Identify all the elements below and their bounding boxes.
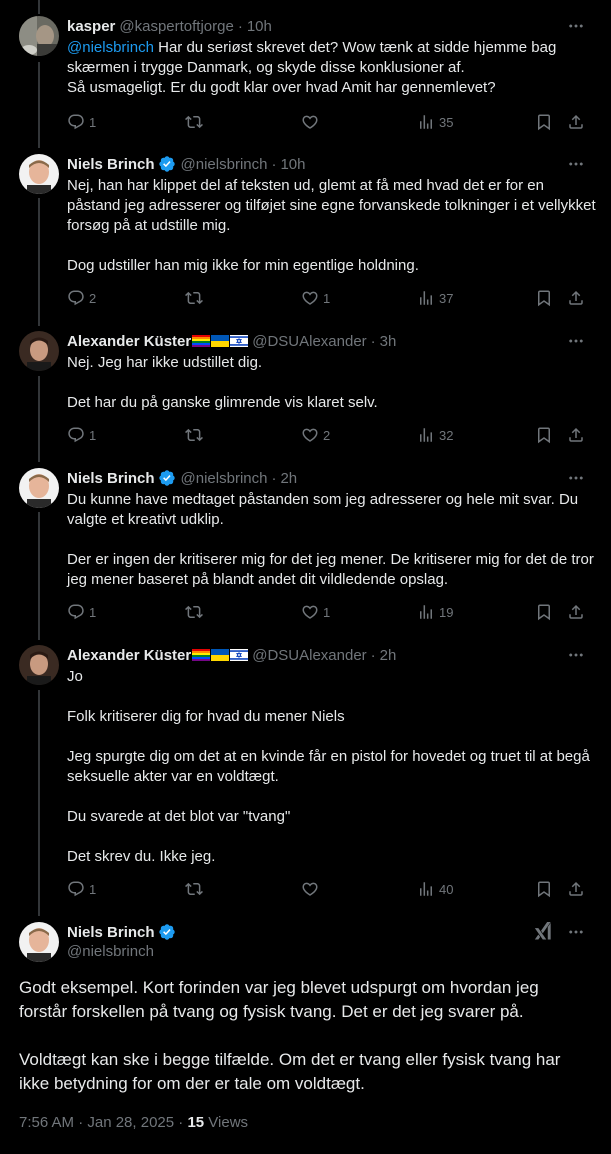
views-icon <box>417 113 435 131</box>
author-handle[interactable]: @DSUAlexander <box>252 646 367 664</box>
bookmark-button[interactable] <box>535 288 553 308</box>
tweet-niels-2[interactable] <box>0 468 611 638</box>
like-icon <box>301 113 319 131</box>
views-count: 15 <box>187 1114 205 1131</box>
repost-button[interactable] <box>185 112 203 132</box>
repost-icon <box>185 426 203 444</box>
reply-button[interactable] <box>67 602 96 622</box>
separator-dot: · <box>271 155 277 173</box>
like-button[interactable] <box>301 425 330 445</box>
like-count: 1 <box>323 290 331 306</box>
separator-dot: · <box>271 469 277 487</box>
tweet-paragraph: Nej. Jeg har ikke udstillet dig. <box>67 354 263 371</box>
main-author-block <box>67 922 181 962</box>
reply-count: 1 <box>89 427 97 443</box>
tweet-text <box>67 667 597 867</box>
author-handle[interactable]: @nielsbrinch <box>67 943 154 960</box>
reply-icon <box>67 289 85 307</box>
timestamp[interactable]: 10h <box>246 17 272 35</box>
views-count: 37 <box>439 290 454 306</box>
tweet-paragraph: Det skrev du. Ikke jeg. <box>67 848 216 865</box>
like-button[interactable] <box>301 879 319 899</box>
repost-icon <box>185 603 203 621</box>
bookmark-button[interactable] <box>535 112 553 132</box>
tweet-header <box>67 154 306 174</box>
reply-icon <box>67 426 85 444</box>
separator-dot: · <box>237 17 243 35</box>
author-name[interactable]: Niels Brinch <box>67 155 155 173</box>
like-button[interactable] <box>301 288 330 308</box>
author-handle[interactable]: @DSUAlexander <box>252 332 367 350</box>
share-button[interactable] <box>567 879 585 899</box>
views-icon <box>417 289 435 307</box>
avatar[interactable] <box>19 154 59 194</box>
tweet-alexander-1[interactable] <box>0 331 611 461</box>
tweet-paragraph: Godt eksempel. Kort forinden var jeg blevet udspurgt om hvordan jeg forstår forskellen på tvang og fysisk tvang. Det er det jeg svarer på. <box>19 978 539 1021</box>
reply-button[interactable] <box>67 288 96 308</box>
more-options-icon[interactable] <box>567 468 585 488</box>
views-count: 32 <box>439 427 454 443</box>
avatar[interactable] <box>19 468 59 508</box>
verified-badge-icon[interactable] <box>158 155 176 173</box>
views-count: 35 <box>439 114 454 130</box>
verified-badge-icon[interactable] <box>158 923 176 941</box>
tweet-paragraph: Der er ingen der kritiserer mig for det jeg mener. De kritiserer mig for det de tror jeg mener baseret på blandt andet dit vildledende opslag. <box>67 551 594 588</box>
views-button[interactable] <box>417 112 453 132</box>
tweet-paragraph: Du svarede at det blot var "tvang" <box>67 808 291 825</box>
reply-count: 2 <box>89 290 97 306</box>
timestamp[interactable]: 3h <box>379 332 397 350</box>
verified-badge-icon[interactable] <box>158 469 176 487</box>
views-icon <box>417 880 435 898</box>
repost-button[interactable] <box>185 425 203 445</box>
author-handle[interactable]: @nielsbrinch <box>180 155 268 173</box>
pride-flag-icon <box>192 335 210 347</box>
avatar[interactable] <box>19 922 59 962</box>
reply-count: 1 <box>89 114 97 130</box>
tweet-paragraph: Jeg spurgte dig om det at en kvinde får en pistol for hovedet og truet til at begå seksuelle akter var en voldtægt. <box>67 748 590 785</box>
mention-link[interactable]: @nielsbrinch <box>67 39 154 56</box>
repost-icon <box>185 113 203 131</box>
like-button[interactable] <box>301 112 319 132</box>
timestamp[interactable]: 2h <box>379 646 397 664</box>
repost-icon <box>185 289 203 307</box>
views-button[interactable] <box>417 879 453 899</box>
tweet-header <box>67 468 297 488</box>
separator-dot: · <box>370 332 376 350</box>
bookmark-button[interactable] <box>535 602 553 622</box>
author-name[interactable]: Niels Brinch <box>67 923 155 941</box>
post-timestamp[interactable]: 7:56 AM · Jan 28, 2025 · <box>19 1114 188 1131</box>
main-tweet-text <box>19 976 589 1120</box>
views-count: 40 <box>439 881 454 897</box>
more-options-icon[interactable] <box>567 16 585 36</box>
like-icon <box>301 880 319 898</box>
tweet-text-line-1: Har du seriøst skrevet det? Wow tænk at sidde hjemme bag skærmen i trygge Danmark, og skyde disse konklusioner af. <box>67 39 557 76</box>
bookmark-icon <box>535 113 553 131</box>
israel-flag-icon <box>230 649 248 661</box>
repost-button[interactable] <box>185 602 203 622</box>
action-bar <box>67 425 587 445</box>
tweet-paragraph: Voldtægt kan ske i begge tilfælde. Om det er tvang eller fysisk tvang har ikke betydning for om der er tale om voldtægt. <box>19 1050 561 1093</box>
ukraine-flag-icon <box>211 335 229 347</box>
share-icon <box>567 113 585 131</box>
more-options-icon[interactable] <box>567 645 585 665</box>
author-name[interactable]: Niels Brinch <box>67 469 155 487</box>
views-icon <box>417 603 435 621</box>
ukraine-flag-icon <box>211 649 229 661</box>
reply-icon <box>67 603 85 621</box>
reply-button[interactable] <box>67 425 96 445</box>
tweet-text <box>67 38 597 98</box>
repost-icon <box>185 880 203 898</box>
tweet-paragraph: Dog udstiller han mig ikke for min egentlige holdning. <box>67 257 419 274</box>
share-icon <box>567 426 585 444</box>
reply-icon <box>67 880 85 898</box>
author-handle[interactable]: @nielsbrinch <box>180 469 268 487</box>
views-button[interactable] <box>417 425 453 445</box>
tweet-meta <box>19 1114 248 1131</box>
like-count: 1 <box>323 604 331 620</box>
share-icon <box>567 289 585 307</box>
like-button[interactable] <box>301 602 330 622</box>
separator-dot: · <box>370 646 376 664</box>
main-tweet <box>0 920 611 1154</box>
tweet-niels-1[interactable] <box>0 154 611 324</box>
tweet-paragraph: Jo <box>67 668 83 685</box>
author-handle[interactable]: @kaspertoftjorge <box>119 17 234 35</box>
tweet-header <box>67 331 396 351</box>
bookmark-icon <box>535 426 553 444</box>
thread-line-top <box>38 0 40 14</box>
repost-button[interactable] <box>185 288 203 308</box>
share-button[interactable] <box>567 112 585 132</box>
timestamp[interactable]: 10h <box>280 155 306 173</box>
tweet-kasper[interactable] <box>0 16 611 148</box>
views-button[interactable] <box>417 602 453 622</box>
more-options-icon[interactable] <box>567 922 585 942</box>
share-icon <box>567 603 585 621</box>
tweet-text <box>67 353 597 413</box>
tweet-text <box>67 176 597 276</box>
repost-button[interactable] <box>185 879 203 899</box>
bookmark-icon <box>535 603 553 621</box>
tweet-alexander-2[interactable] <box>0 645 611 905</box>
share-button[interactable] <box>567 425 585 445</box>
more-options-icon[interactable] <box>567 154 585 174</box>
timestamp[interactable]: 2h <box>280 469 298 487</box>
reply-count: 1 <box>89 604 97 620</box>
tweet-text <box>67 490 597 590</box>
share-button[interactable] <box>567 602 585 622</box>
like-icon <box>301 289 319 307</box>
views-label: Views <box>204 1114 249 1131</box>
bookmark-icon <box>535 289 553 307</box>
avatar[interactable] <box>19 645 59 685</box>
action-bar <box>67 288 587 308</box>
tweet-paragraph: Nej, han har klippet del af teksten ud, glemt at få med hvad det er for en påstand jeg adresserer og tilføjet sine egne forvanskede tolkninger i et vellykket forsøg på at udstille mig. <box>67 177 596 234</box>
action-bar <box>67 879 587 899</box>
more-options-icon[interactable] <box>567 331 585 351</box>
views-count: 19 <box>439 604 454 620</box>
reply-button[interactable] <box>67 879 96 899</box>
reply-icon <box>67 113 85 131</box>
author-name[interactable]: Alexander Küster <box>67 646 192 664</box>
tweet-header <box>67 645 396 665</box>
author-name[interactable]: Alexander Küster <box>67 332 192 350</box>
tweet-header <box>67 16 272 36</box>
like-icon <box>301 426 319 444</box>
tweet-paragraph: Det har du på ganske glimrende vis klaret selv. <box>67 394 378 411</box>
avatar[interactable] <box>19 16 59 56</box>
bookmark-icon <box>535 880 553 898</box>
tweet-paragraph: Folk kritiserer dig for hvad du mener Niels <box>67 708 345 725</box>
reply-count: 1 <box>89 881 97 897</box>
like-count: 2 <box>323 427 331 443</box>
share-button[interactable] <box>567 288 585 308</box>
like-icon <box>301 603 319 621</box>
pride-flag-icon <box>192 649 210 661</box>
bookmark-button[interactable] <box>535 879 553 899</box>
grok-icon[interactable] <box>533 922 553 942</box>
avatar[interactable] <box>19 331 59 371</box>
tweet-paragraph: Du kunne have medtaget påstanden som jeg adresserer og hele mit svar. Du valgte et kreativt udklip. <box>67 491 579 528</box>
reply-button[interactable] <box>67 112 96 132</box>
israel-flag-icon <box>230 335 248 347</box>
bookmark-button[interactable] <box>535 425 553 445</box>
author-name[interactable]: kasper <box>67 17 116 35</box>
action-bar <box>67 602 587 622</box>
tweet-text-line-2: Så usmageligt. Er du godt klar over hvad Amit har gennemlevet? <box>67 79 496 96</box>
share-icon <box>567 880 585 898</box>
action-bar <box>67 112 587 132</box>
views-icon <box>417 426 435 444</box>
views-button[interactable] <box>417 288 453 308</box>
